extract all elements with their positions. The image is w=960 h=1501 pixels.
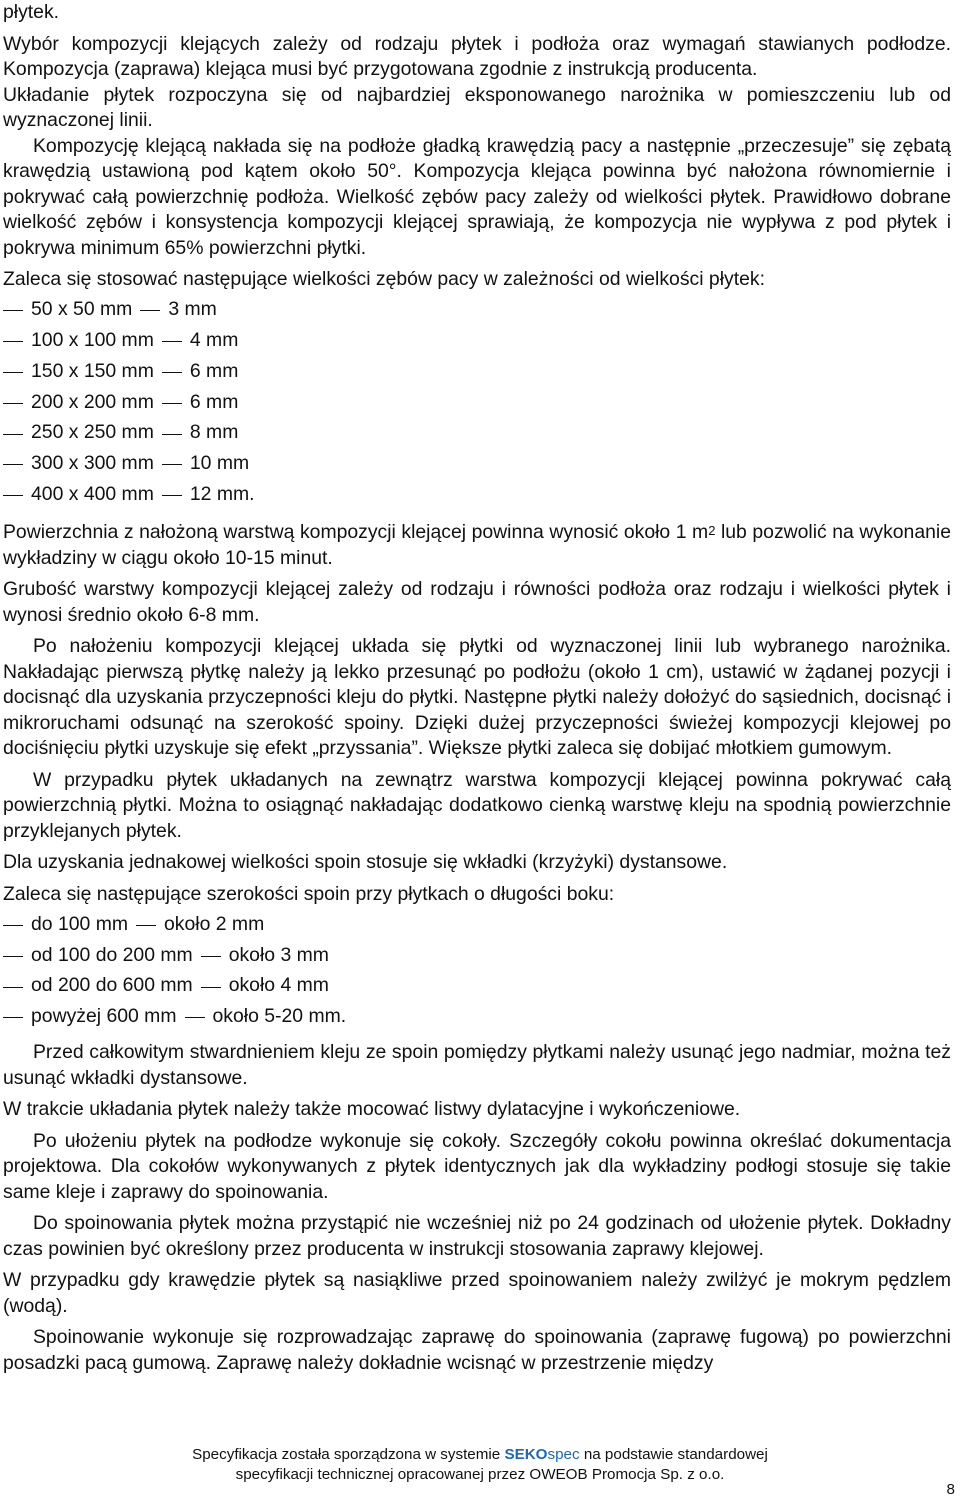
paragraph-laying-start: Układanie płytek rozpoczyna się od najbardziej eksponowanego narożnika w pomieszczeniu lub od wyznaczonej linii. [3,83,951,131]
list-item: powyżej 600 mm około 5-20 mm. [3,1001,951,1032]
list-item: 50 x 50 mm 3 mm [3,295,951,326]
paragraph-continuation: płytek. [3,1,60,23]
list-item: do 100 mm około 2 mm [3,909,951,940]
list-item: 150 x 150 mm 6 mm [3,356,951,387]
page-footer [0,1445,960,1484]
paragraph-adhesive-application: Kompozycję klejącą nakłada się na podłoże gładką krawędzią pacy a następnie „przeczesuje” się zębatą krawędzią ustawioną pod kątem około 50°. Kompozycja klejąca powinna być nałożona równomiernie i pokrywać całą powierzchnię podłoża. Wielkość zębów pacy zależy od wielkości płytek. Prawidłowo dobrane wielkość zębów i konsystencja kompozycji klejącej sprawiają, że kompozycja nie wypływa z pod płytek i pokrywa minimum 65% powierzchni płytki. [3,134,951,259]
paragraph-grouting-time: Do spoinowania płytek można przystąpić nie wcześniej niż po 24 godzinach od ułożenie płytek. Dokładny czas powinien być określony przez producenta w instrukcji stosowania zaprawy klejowej. [3,1212,951,1260]
paragraph-tooth-size-intro: Zaleca się stosować następujące wielkości zębów pacy w zależności od wielkości płytek: [3,268,765,290]
paragraph-grouting: Spoinowanie wykonuje się rozprowadzając zaprawę do spoinowania (zaprawę fugową) po powierzchni posadzki pacą gumową. Zaprawę należy dokładnie wcisnąć w przestrzenie między [3,1326,951,1374]
dash-bullet-icon [3,310,23,311]
paragraph-wetting-edges: W przypadku gdy krawędzie płytek są nasiąkliwe przed spoinowaniem należy zwilżyć je mokrym pędzlem (wodą). [3,1269,951,1317]
dash-bullet-icon [3,925,23,926]
dash-bullet-icon [3,495,23,496]
dash-bullet-icon [3,464,23,465]
tooth-size-list [3,295,951,511]
dash-bullet-icon [3,372,23,373]
paragraph-adhesive-choice: Wybór kompozycji klejących zależy od rodzaju płytek i podłoża oraz wymagań stawianych podłodze. Kompozycja (zaprawa) klejąca musi być przygotowana zgodnie z instrukcją producenta. [3,32,951,80]
list-item: 200 x 200 mm 6 mm [3,387,951,418]
paragraph-outdoor-tiles: W przypadku płytek układanych na zewnątrz warstwa kompozycji klejącej powinna pokrywać całą powierzchnią płytki. Można to osiągnąć nakładając dodatkowo cienką warstwę kleju na spodnią powierzchnie przyklejanych płytek. [3,768,951,842]
joint-width-list [3,909,951,1032]
brand-logo-seko: SEKO [504,1446,548,1463]
dash-bullet-icon [3,403,23,404]
paragraph-layer-thickness: Grubość warstwy kompozycji klejącej zależy od rodzaju i równości podłoża oraz rodzaju i wielkości płytek i wynosi średnio około 6-8 mm. [3,578,951,626]
list-item: 300 x 300 mm 10 mm [3,448,951,479]
list-item: od 200 do 600 mm około 4 mm [3,971,951,1002]
footer-line-1: Specyfikacja została sporządzona w systemie SEKOspec na podstawie standardowej [192,1446,768,1463]
paragraph-excess-removal: Przed całkowitym stwardnieniem kleju ze spoin pomiędzy płytkami należy usunąć jego nadmiar, można też usunąć wkładki dystansowe. [3,1041,951,1089]
list-item: od 100 do 200 mm około 3 mm [3,940,951,971]
paragraph-spacers: Dla uzyskania jednakowej wielkości spoin stosuje się wkładki (krzyżyki) dystansowe. [3,851,728,874]
document-body [3,0,951,1376]
brand-logo-spec: spec [547,1446,580,1463]
paragraph-coverage: Powierzchnia z nałożoną warstwą kompozycji klejącej powinna wynosić około 1 $m^2$ lub pozwolić na wykonanie wykładziny w ciągu około 10-15 minut. [3,521,951,569]
list-item: 250 x 250 mm 8 mm [3,418,951,449]
list-item: 400 x 400 mm 12 mm. [3,479,951,510]
paragraph-skirting: Po ułożeniu płytek na podłodze wykonuje się cokoły. Szczegóły cokołu powinna określać dokumentacja projektowa. Dla cokołów wykonywanych z płytek identycznych jak dla wykładziny podłogi stosuje się takie same kleje i zaprawy do spoinowania. [3,1129,951,1203]
dash-bullet-icon [3,1017,23,1018]
page-number: 8 [946,1481,955,1498]
dash-bullet-icon [3,434,23,435]
dash-bullet-icon [3,956,23,957]
paragraph-joint-width-intro: Zaleca się następujące szerokości spoin przy płytkach o długości boku: [3,882,615,905]
dash-bullet-icon [3,987,23,988]
list-item: 100 x 100 mm 4 mm [3,325,951,356]
paragraph-laying-procedure: Po nałożeniu kompozycji klejącej układa się płytki od wyznaczonej linii lub wybranego narożnika. Nakładając pierwszą płytkę należy ją lekko przesunąć po podłożu (około 1 cm), ustawić w żądanej pozycji i docisnąć dla uzyskania przyczepności kleju do płytki. Następne płytki należy dołożyć do sąsiednich, docisnąć i mikroruchami odsunąć na szerokość spoiny. Dzięki dużej przyczepności świeżej kompozycji klejowej po dociśnięciu płytki uzyskuje się efekt „przyssania”. Większe płytki zaleca się dobijać młotkiem gumowym. [3,635,951,760]
paragraph-expansion-strips: W trakcie układania płytek należy także mocować listwy dylatacyjne i wykończeniowe. [3,1098,741,1121]
dash-bullet-icon [3,341,23,342]
footer-line-2: specyfikacji technicznej opracowanej przez OWEOB Promocja Sp. z o.o. [235,1465,725,1483]
